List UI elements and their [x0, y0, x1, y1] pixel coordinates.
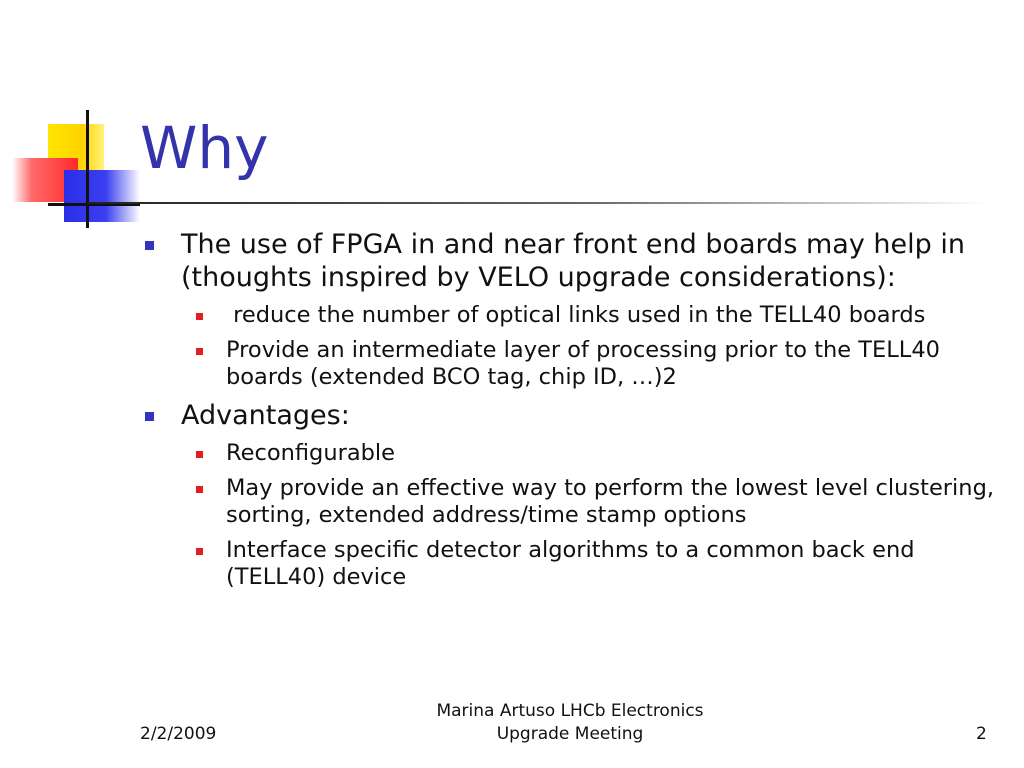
footer-center-line2: Upgrade Meeting	[496, 724, 644, 744]
sub-bullet-list	[140, 302, 1000, 391]
square-bullet-icon	[196, 486, 203, 493]
square-bullet-icon	[196, 313, 203, 320]
sub-bullet-text: Provide an intermediate layer of processing prior to the TELL40 boards (extended BCO tag, chip ID, …)2	[226, 337, 940, 390]
sub-bullet-text: reduce the number of optical links used in the TELL40 boards	[226, 302, 926, 328]
bullet-item	[140, 228, 1000, 294]
footer-center-line1: Marina Artuso LHCb Electronics	[436, 701, 704, 721]
sub-bullet-item	[140, 475, 1000, 529]
bullet-text: Advantages:	[181, 400, 350, 431]
sub-bullet-text: Reconfigurable	[226, 440, 395, 466]
bullet-item	[140, 399, 1000, 432]
sub-bullet-list	[140, 440, 1000, 591]
sub-bullet-item	[140, 440, 1000, 467]
sub-bullet-text: Interface specific detector algorithms to a common back end (TELL40) device	[226, 537, 915, 590]
square-bullet-icon	[196, 548, 203, 555]
blue-square	[64, 170, 140, 222]
square-bullet-icon	[196, 451, 203, 458]
title-underline	[88, 202, 988, 204]
page-number: 2	[976, 724, 987, 744]
footer-presenter	[410, 700, 730, 746]
square-bullet-icon	[196, 348, 203, 355]
square-bullet-icon	[145, 241, 154, 250]
sub-bullet-item	[140, 337, 1000, 391]
slide-content	[140, 228, 1000, 599]
square-bullet-icon	[145, 412, 154, 421]
bullet-text: The use of FPGA in and near front end boards may help in (thoughts inspired by VELO upgrade considerations):	[181, 229, 965, 293]
sub-bullet-text: May provide an effective way to perform the lowest level clustering, sorting, extended address/time stamp options	[226, 475, 994, 528]
sub-bullet-item	[140, 537, 1000, 591]
slide-title: Why	[140, 114, 269, 182]
footer-date: 2/2/2009	[140, 724, 217, 744]
sub-bullet-item	[140, 302, 1000, 329]
decorative-squares-logo	[0, 0, 140, 240]
logo-vertical-line	[86, 110, 89, 228]
